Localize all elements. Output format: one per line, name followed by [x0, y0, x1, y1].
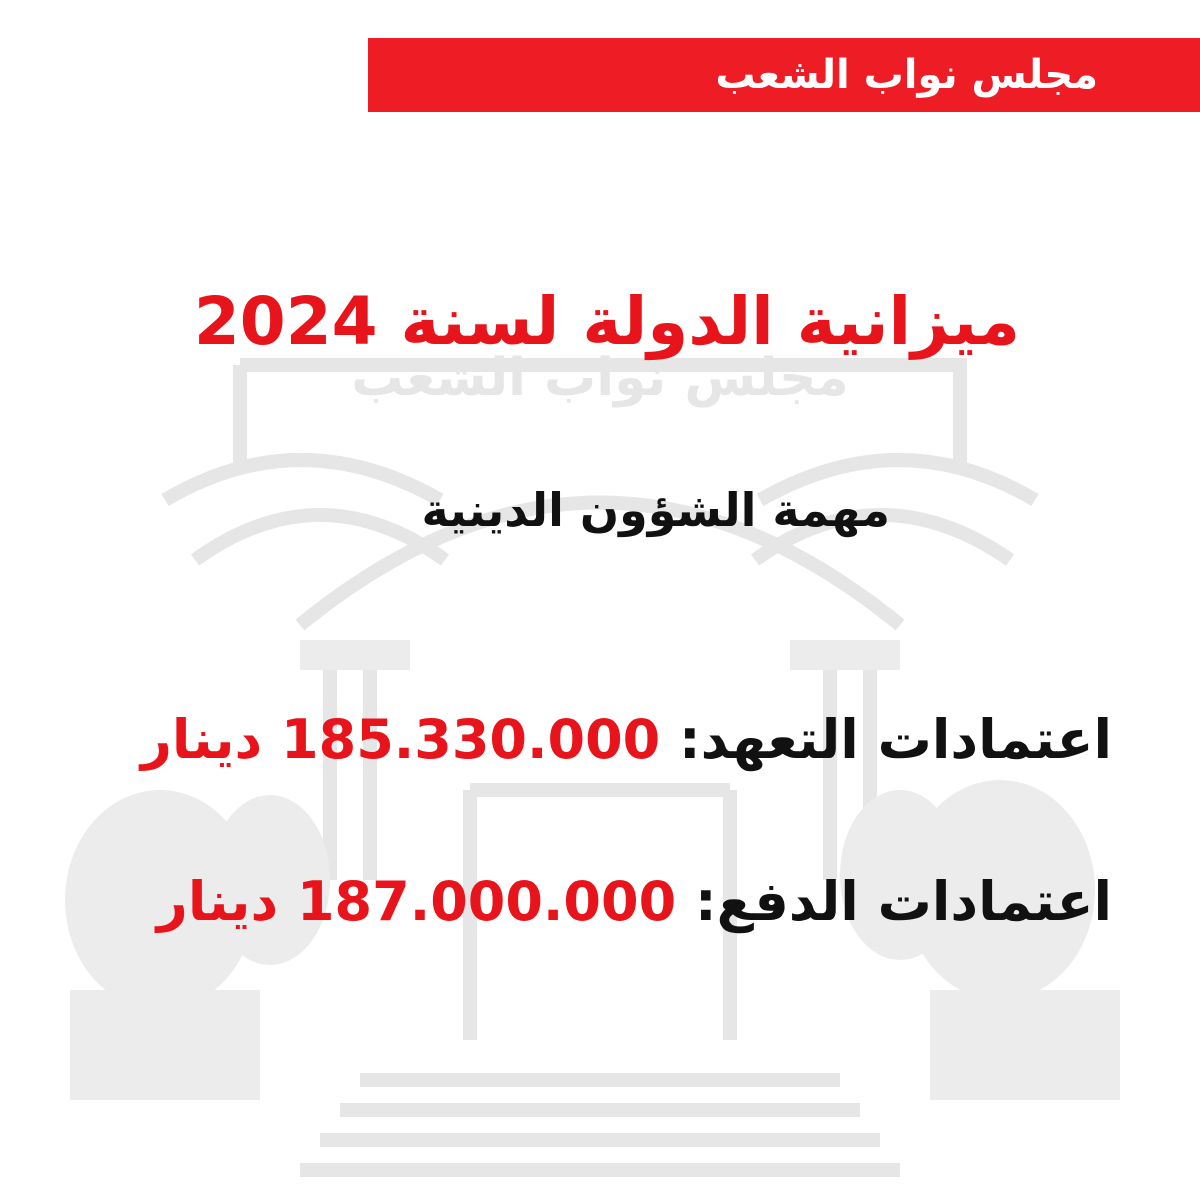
commitment-credits-value: 185.330.000 دينار: [140, 708, 661, 771]
budget-title: ميزانية الدولة لسنة 2024: [193, 283, 1020, 360]
watermark-title: مجلس نواب الشعب: [351, 348, 849, 408]
payment-credits-row: [157, 862, 1112, 942]
header-banner: [368, 38, 1200, 112]
payment-credits-value: 187.000.000 دينار: [156, 870, 677, 933]
mission-title: مهمة الشؤون الدينية: [421, 483, 890, 537]
commitment-credits-row: [141, 700, 1112, 780]
commitment-credits-label: اعتمادات التعهد:: [679, 708, 1112, 771]
payment-credits-label: اعتمادات الدفع:: [694, 870, 1112, 933]
header-title: مجلس نواب الشعب: [715, 52, 1098, 98]
